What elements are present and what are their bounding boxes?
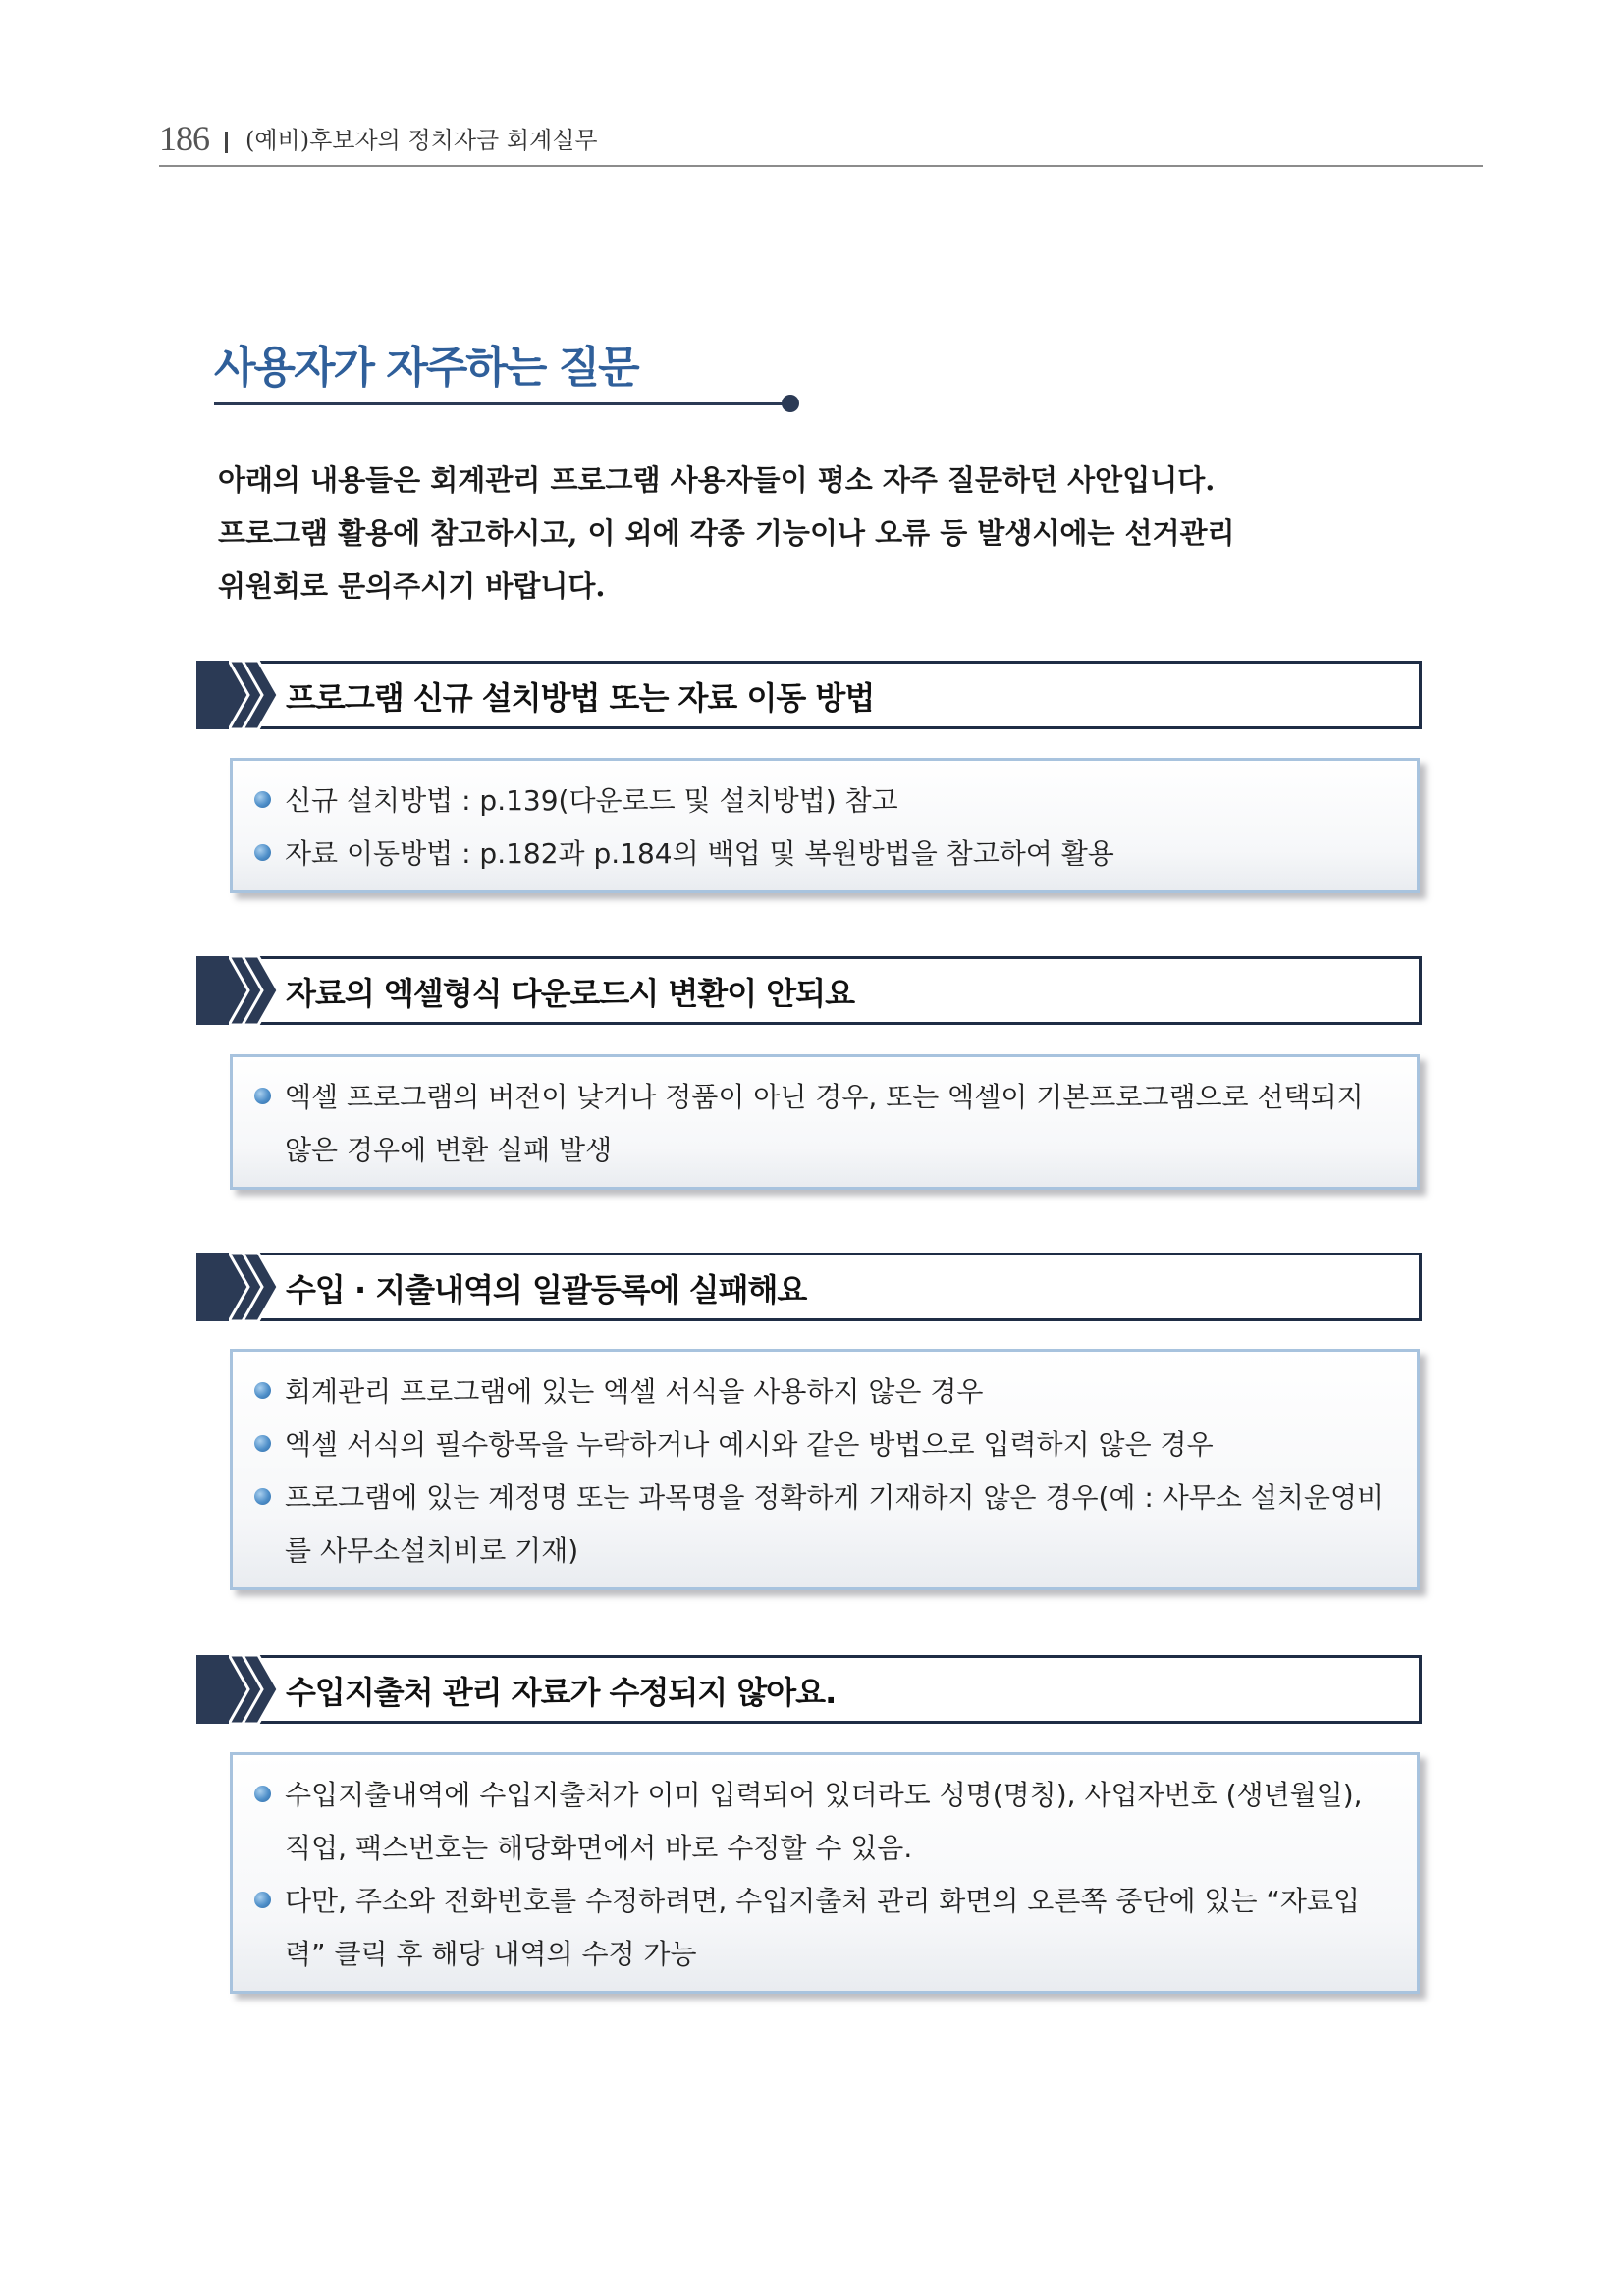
bullet-icon: [254, 1435, 271, 1452]
title-underline-dot: [782, 395, 799, 412]
answer-text: 회계관리 프로그램에 있는 엑셀 서식을 사용하지 않은 경우: [285, 1375, 984, 1408]
answer-item: [254, 1769, 1387, 1875]
faq-question: 수입 · 지출내역의 일괄등록에 실패해요: [286, 1271, 807, 1308]
faq-answer-box: [230, 1752, 1420, 1994]
faq-question-bar: [196, 1253, 1422, 1321]
faq-question: 수입지출처 관리 자료가 수정되지 않아요.: [286, 1674, 837, 1711]
intro-line: 위원회로 문의주시기 바랍니다.: [218, 569, 606, 603]
double-chevron-icon: [229, 1655, 282, 1724]
bullet-icon: [254, 1786, 271, 1802]
page-number: 186: [159, 119, 209, 158]
answer-text: 자료 이동방법 : p.182과 p.184의 백업 및 복원방법을 참고하여 활용: [285, 837, 1114, 870]
faq-question-bar: [196, 1655, 1422, 1724]
faq-question-bar: [196, 661, 1422, 729]
double-chevron-icon: [229, 956, 282, 1025]
bullet-icon: [254, 1488, 271, 1505]
answer-item: [254, 1875, 1387, 1981]
answer-item: [254, 774, 1387, 828]
answer-item: [254, 828, 1387, 881]
answer-text: 프로그램에 있는 계정명 또는 과목명을 정확하게 기재하지 않은 경우(예 : 사무소 설치운영비를 사무소설치비로 기재): [285, 1481, 1384, 1567]
faq-answer-box: [230, 758, 1420, 893]
bullet-icon: [254, 844, 271, 861]
intro-line: 아래의 내용들은 회계관리 프로그램 사용자들이 평소 자주 질문하던 사안입니다.: [218, 463, 1216, 497]
intro-line: 프로그램 활용에 참고하시고, 이 외에 각종 기능이나 오류 등 발생시에는 선거관리: [218, 516, 1235, 550]
answer-text: 수입지출내역에 수입지출처가 이미 입력되어 있더라도 성명(명칭), 사업자번호 (생년월일), 직업, 팩스번호는 해당화면에서 바로 수정할 수 있음.: [285, 1779, 1363, 1864]
section-title: 사용자가 자주하는 질문: [214, 343, 638, 393]
answer-item: [254, 1418, 1387, 1471]
answer-item: [254, 1365, 1387, 1418]
title-underline: [214, 402, 785, 405]
answer-text: 엑셀 프로그램의 버전이 낮거나 정품이 아닌 경우, 또는 엑셀이 기본프로그램으로 선택되지 않은 경우에 변환 실패 발생: [285, 1081, 1364, 1166]
double-chevron-icon: [229, 661, 282, 729]
faq-question: 자료의 엑셀형식 다운로드시 변환이 안되요: [286, 975, 854, 1012]
bullet-icon: [254, 791, 271, 808]
bullet-icon: [254, 1382, 271, 1399]
header-separator: [225, 132, 228, 153]
faq-question: 프로그램 신규 설치방법 또는 자료 이동 방법: [286, 679, 875, 717]
double-chevron-icon: [229, 1253, 282, 1321]
faq-answer-box: [230, 1054, 1420, 1190]
faq-answer-box: [230, 1349, 1420, 1590]
bullet-icon: [254, 1088, 271, 1104]
running-header: [159, 120, 1483, 167]
answer-item: [254, 1471, 1387, 1577]
book-title: (예비)후보자의 정치자금 회계실무: [245, 127, 598, 154]
bullet-icon: [254, 1892, 271, 1908]
faq-question-bar: [196, 956, 1422, 1025]
answer-text: 다만, 주소와 전화번호를 수정하려면, 수입지출처 관리 화면의 오른쪽 중단에 있는 “자료입력” 클릭 후 해당 내역의 수정 가능: [285, 1885, 1361, 1970]
answer-text: 엑셀 서식의 필수항목을 누락하거나 예시와 같은 방법으로 입력하지 않은 경우: [285, 1428, 1214, 1461]
answer-text: 신규 설치방법 : p.139(다운로드 및 설치방법) 참고: [285, 784, 898, 817]
answer-item: [254, 1071, 1387, 1177]
intro-paragraph: [218, 454, 1445, 613]
